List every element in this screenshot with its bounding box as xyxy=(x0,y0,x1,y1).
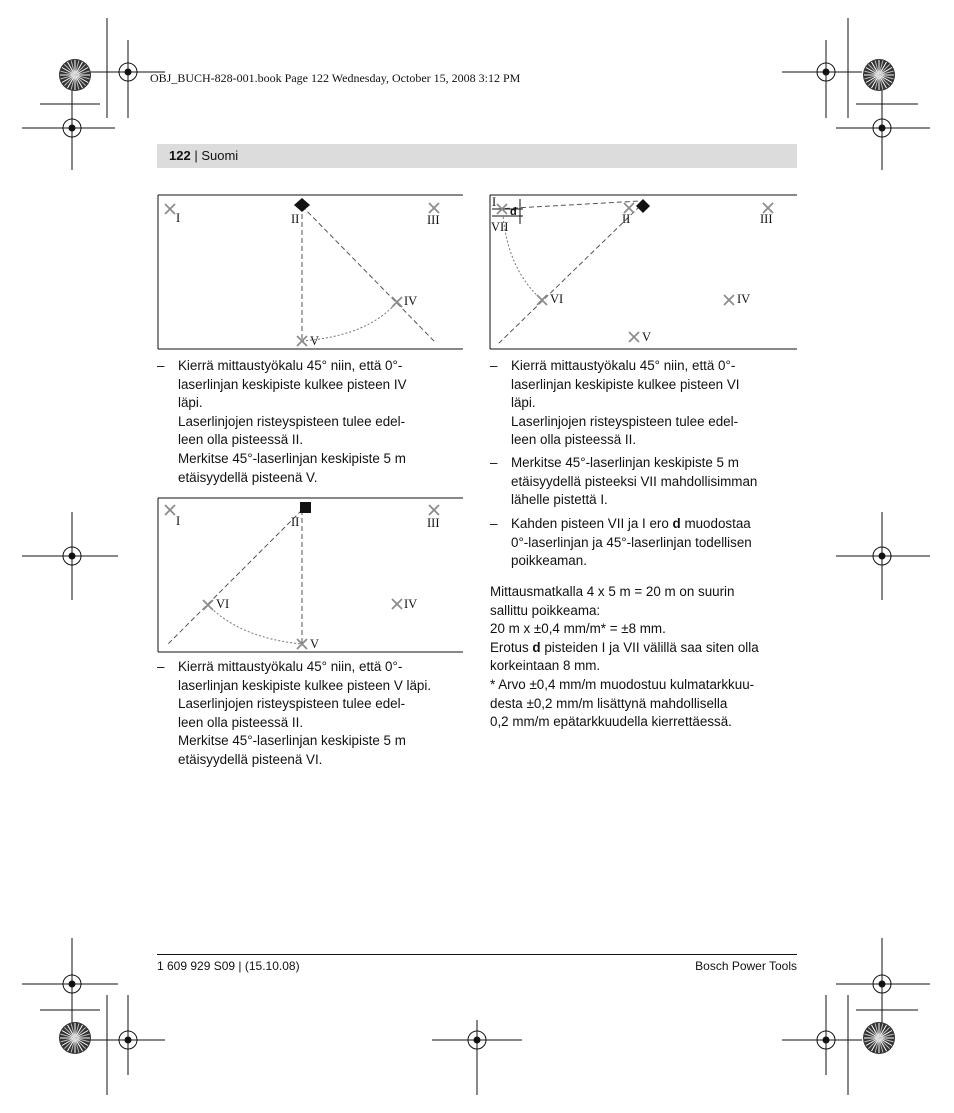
footnote-line: * Arvo ±0,4 mm/m muodostuu kulmatarkkuu- xyxy=(490,676,755,692)
marker-point-icon xyxy=(392,599,402,609)
step-3-line: läpi. xyxy=(511,395,536,411)
fig2-label-i: I xyxy=(176,514,181,528)
fig2-label-v: V xyxy=(310,637,320,651)
step-1-body xyxy=(178,357,407,487)
bullet-dash: – xyxy=(490,358,498,373)
bullet-dash: – xyxy=(490,455,498,470)
footer-rule xyxy=(157,954,797,955)
marker-point-icon xyxy=(165,505,175,515)
bullet-dash: – xyxy=(157,659,165,674)
fig2-label-vi: VI xyxy=(216,597,230,611)
section-title: Suomi xyxy=(201,148,239,163)
summary-line xyxy=(490,639,759,658)
step-2-body xyxy=(178,658,431,770)
step-5-body xyxy=(511,515,752,571)
fig1-label-i: I xyxy=(176,211,181,225)
step-2-line: laserlinjan keskipiste kulkee pisteen V läpi. xyxy=(178,677,432,693)
fig3-label-d: d xyxy=(510,206,517,218)
step-3-line: Laserlinjojen risteyspisteen tulee edel- xyxy=(511,413,739,429)
fig1-label-ii: II xyxy=(291,212,300,226)
step-1-line: etäisyydellä pisteenä V. xyxy=(178,469,318,485)
fig1-label-v: V xyxy=(310,334,320,348)
summary-paragraph xyxy=(490,583,759,732)
marker-point-icon xyxy=(429,505,439,515)
step-4-line: Merkitse 45°-laserlinjan keskipiste 5 m xyxy=(511,455,739,470)
step-2-line: Kierrä mittaustyökalu 45° niin, että 0°- xyxy=(178,659,403,674)
step-3-line: leen olla pisteessä II. xyxy=(511,432,637,448)
fig1-label-iv: IV xyxy=(404,294,418,308)
step-1-line: leen olla pisteessä II. xyxy=(178,432,304,448)
marker-point-icon xyxy=(629,332,639,342)
footnote-line: 0,2 mm/m epätarkkuudella kierrettäessä. xyxy=(490,714,732,730)
figure-1 xyxy=(158,195,463,349)
fig3-label-ii: II xyxy=(622,212,631,226)
figure-3 xyxy=(490,195,797,349)
summary-line: 20 m x ±0,4 mm/m* = ±8 mm. xyxy=(490,621,666,637)
step-4-line: etäisyydellä pisteeksi VII mahdollisimman xyxy=(511,473,758,489)
marker-point-icon xyxy=(392,297,402,307)
step-3-body xyxy=(511,357,740,450)
step-2-line: leen olla pisteessä II. xyxy=(178,714,304,730)
step-5-text: muodostaa xyxy=(680,516,751,531)
fig3-label-v: V xyxy=(642,330,652,344)
step-5-text: Kahden pisteen VII ja I ero xyxy=(511,516,673,531)
fig3-label-vii: VII xyxy=(491,220,509,234)
marker-point-icon xyxy=(724,295,734,305)
marker-point-icon xyxy=(537,295,547,305)
distance-d: d xyxy=(672,516,681,531)
footnote-line: desta ±0,2 mm/m lisättynä mahdollisella xyxy=(490,695,728,711)
summary-line: sallittu poikkeama: xyxy=(490,602,601,618)
step-2-line: Laserlinjojen risteyspisteen tulee edel- xyxy=(178,696,406,712)
step-5-line: poikkeaman. xyxy=(511,553,587,569)
step-1-line: laserlinjan keskipiste kulkee pisteen IV xyxy=(178,376,407,392)
step-1-line: Laserlinjojen risteyspisteen tulee edel- xyxy=(178,413,406,429)
fig3-label-iii: III xyxy=(760,212,773,226)
step-1-line: läpi. xyxy=(178,395,203,411)
fig2-label-iv: IV xyxy=(404,597,418,611)
marker-point-icon xyxy=(165,204,175,214)
marker-point-icon xyxy=(429,203,439,213)
fig3-label-vi: VI xyxy=(550,292,564,306)
step-2-line: etäisyydellä pisteenä VI. xyxy=(178,751,323,767)
fig3-label-i: I xyxy=(492,195,497,209)
summary-line: korkeintaan 8 mm. xyxy=(490,658,601,674)
bullet-dash: – xyxy=(490,516,498,531)
figure-2 xyxy=(158,498,463,652)
fig1-label-iii: III xyxy=(427,213,440,227)
footer-doc-number: 1 609 929 S09 | (15.10.08) xyxy=(157,959,300,973)
step-5-line: 0°-laserlinjan ja 45°-laserlinjan todellisen xyxy=(511,534,752,550)
file-info: OBJ_BUCH-828-001.book Page 122 Wednesday, October 15, 2008 3:12 PM xyxy=(150,71,521,85)
summary-text: pisteiden I ja VII välillä saa siten olla xyxy=(540,639,759,655)
step-1-line: Merkitse 45°-laserlinjan keskipiste 5 m xyxy=(178,450,406,466)
bullet-dash: – xyxy=(157,358,165,373)
step-4-line: lähelle pistettä I. xyxy=(511,492,608,508)
fig3-label-iv: IV xyxy=(737,292,751,306)
marker-point-icon xyxy=(203,600,213,610)
step-5-line xyxy=(511,515,752,534)
summary-text: Erotus xyxy=(490,639,533,655)
footer-brand: Bosch Power Tools xyxy=(695,959,797,973)
step-3-line: laserlinjan keskipiste kulkee pisteen VI xyxy=(511,376,740,392)
summary-line: Mittausmatkalla 4 x 5 m = 20 m on suurin xyxy=(490,584,735,599)
step-2-line: Merkitse 45°-laserlinjan keskipiste 5 m xyxy=(178,733,406,749)
step-3-line: Kierrä mittaustyökalu 45° niin, että 0°- xyxy=(511,358,736,373)
page-number: 122 xyxy=(169,148,191,163)
fig2-label-ii: II xyxy=(291,515,300,529)
step-1-line: Kierrä mittaustyökalu 45° niin, että 0°- xyxy=(178,358,403,373)
distance-d: d xyxy=(532,639,541,655)
header-separator: | xyxy=(194,148,198,163)
fig2-label-iii: III xyxy=(427,516,440,530)
step-4-body xyxy=(511,454,757,510)
